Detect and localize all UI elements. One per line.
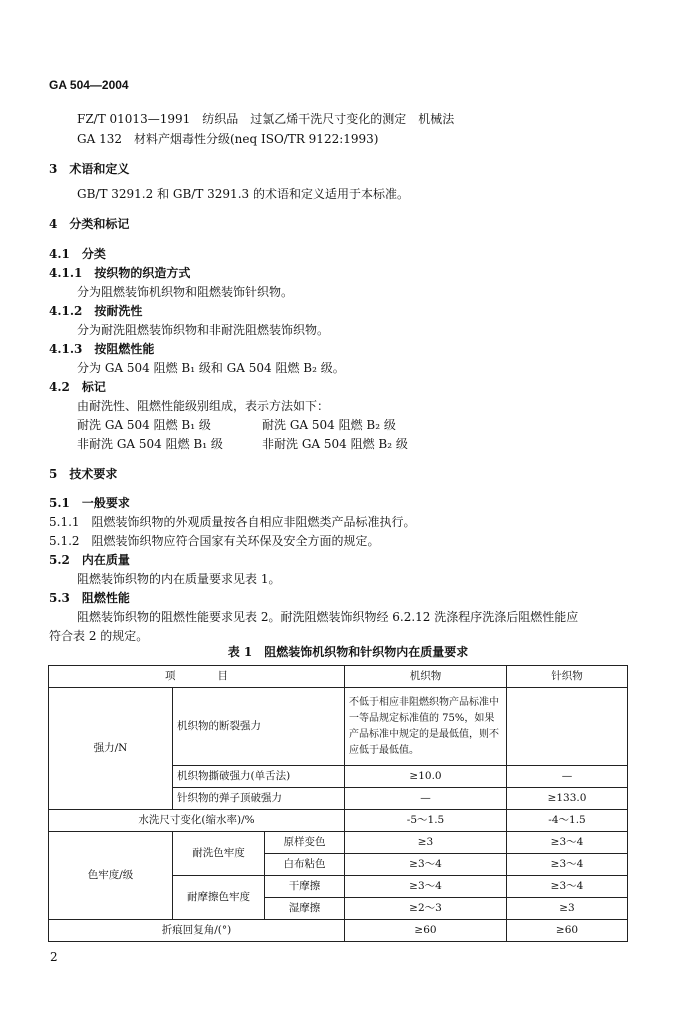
- table-row: [49, 688, 628, 766]
- page-header: GA 504—2004: [49, 78, 129, 92]
- table-cell: ≥3: [507, 898, 628, 920]
- section-4-1-2-body: 分为耐洗阻燃装饰织物和非耐洗阻燃装饰织物。: [77, 323, 330, 337]
- table-row: [49, 920, 628, 942]
- section-4-1-2-title: 4.1.2 按耐洗性: [49, 304, 143, 318]
- table-cell: ≥3～4: [345, 876, 507, 898]
- header-knit: 针织物: [507, 666, 628, 688]
- header-woven: 机织物: [345, 666, 507, 688]
- sub-label: 白布粘色: [265, 854, 345, 876]
- table-row: [49, 810, 628, 832]
- table-cell: —: [345, 788, 507, 810]
- table-header-row: [49, 666, 628, 688]
- sub-label: 干摩擦: [265, 876, 345, 898]
- table-cell: ≥133.0: [507, 788, 628, 810]
- table-1: [48, 665, 628, 942]
- table-cell: ≥3～4: [507, 876, 628, 898]
- section-3-body: GB/T 3291.2 和 GB/T 3291.3 的术语和定义适用于本标准。: [77, 187, 409, 201]
- section-5-3-body-line2: 符合表 2 的规定。: [49, 629, 149, 643]
- section-4-1-1-title: 4.1.1 按织物的织造方式: [49, 266, 191, 280]
- wash-fastness-label: 耐洗色牢度: [173, 832, 265, 876]
- section-5-3-body-line1: 阻燃装饰织物的阻燃性能要求见表 2。耐洗阻燃装饰织物经 6.2.12 洗涤程序洗涤后阻燃性能应: [77, 610, 579, 624]
- section-5-title: 5 技术要求: [49, 467, 118, 481]
- section-4-1-3-body: 分为 GA 504 阻燃 B₁ 级和 GA 504 阻燃 B₂ 级。: [77, 361, 345, 375]
- table-cell: 不低于相应非阻燃织物产品标准中一等品规定标准值的 75%，如果产品标准中规定的是最低值，则不应低于最低值。: [345, 688, 507, 766]
- section-4-1-title: 4.1 分类: [49, 247, 106, 261]
- mark-example: 耐洗 GA 504 阻燃 B₂ 级: [262, 418, 396, 432]
- section-4-2-title: 4.2 标记: [49, 380, 106, 394]
- rub-fastness-label: 耐摩擦色牢度: [173, 876, 265, 920]
- section-5-1-title: 5.1 一般要求: [49, 496, 130, 510]
- section-4-2-body: 由耐洗性、阻燃性能级别组成，表示方法如下：: [77, 399, 330, 413]
- section-4-1-3-title: 4.1.3 按阻燃性能: [49, 342, 155, 356]
- table-cell: ≥3～4: [507, 832, 628, 854]
- table-cell: ≥3: [345, 832, 507, 854]
- reference-2: GA 132 材料产烟毒性分级(neq ISO/TR 9122:1993): [77, 132, 379, 146]
- section-5-2-title: 5.2 内在质量: [49, 553, 130, 567]
- table-cell: [507, 688, 628, 766]
- row-label: 针织物的弹子顶破强力: [173, 788, 345, 810]
- sub-label: 原样变色: [265, 832, 345, 854]
- page-number: 2: [50, 950, 58, 964]
- table-cell: ≥60: [345, 920, 507, 942]
- section-4-title: 4 分类和标记: [49, 217, 130, 231]
- table-row: [49, 832, 628, 854]
- table-cell: —: [507, 766, 628, 788]
- row-label: 折痕回复角/(°): [49, 920, 345, 942]
- colorfast-label: 色牢度/级: [49, 832, 173, 920]
- mark-example: 非耐洗 GA 504 阻燃 B₁ 级: [77, 437, 223, 451]
- row-label: 水洗尺寸变化(缩水率)/%: [49, 810, 345, 832]
- table-1-caption: 表 1 阻燃装饰机织物和针织物内在质量要求: [227, 645, 469, 659]
- reference-1: FZ/T 01013—1991 纺织品 过氯乙烯干洗尺寸变化的测定 机械法: [77, 112, 455, 126]
- section-4-1-1-body: 分为阻燃装饰机织物和阻燃装饰针织物。: [77, 285, 294, 299]
- table-cell: -5～1.5: [345, 810, 507, 832]
- mark-example: 非耐洗 GA 504 阻燃 B₂ 级: [262, 437, 408, 451]
- section-5-2-body: 阻燃装饰织物的内在质量要求见表 1。: [77, 572, 281, 586]
- mark-example: 耐洗 GA 504 阻燃 B₁ 级: [77, 418, 211, 432]
- strength-label: 强力/N: [49, 688, 173, 810]
- sub-label: 湿摩擦: [265, 898, 345, 920]
- section-5-1-1: 5.1.1 阻燃装饰织物的外观质量按各自相应非阻燃类产品标准执行。: [49, 515, 416, 529]
- row-label: 机织物撕破强力(单舌法): [173, 766, 345, 788]
- table-cell: ≥2～3: [345, 898, 507, 920]
- table-cell: ≥60: [507, 920, 628, 942]
- section-3-title: 3 术语和定义: [49, 162, 130, 176]
- section-5-1-2: 5.1.2 阻燃装饰织物应符合国家有关环保及安全方面的规定。: [49, 534, 380, 548]
- table-cell: -4～1.5: [507, 810, 628, 832]
- table-cell: ≥3～4: [345, 854, 507, 876]
- table-cell: ≥3～4: [507, 854, 628, 876]
- table-cell: ≥10.0: [345, 766, 507, 788]
- header-item: 项 目: [49, 666, 345, 688]
- section-5-3-title: 5.3 阻燃性能: [49, 591, 130, 605]
- row-label: 机织物的断裂强力: [173, 688, 345, 766]
